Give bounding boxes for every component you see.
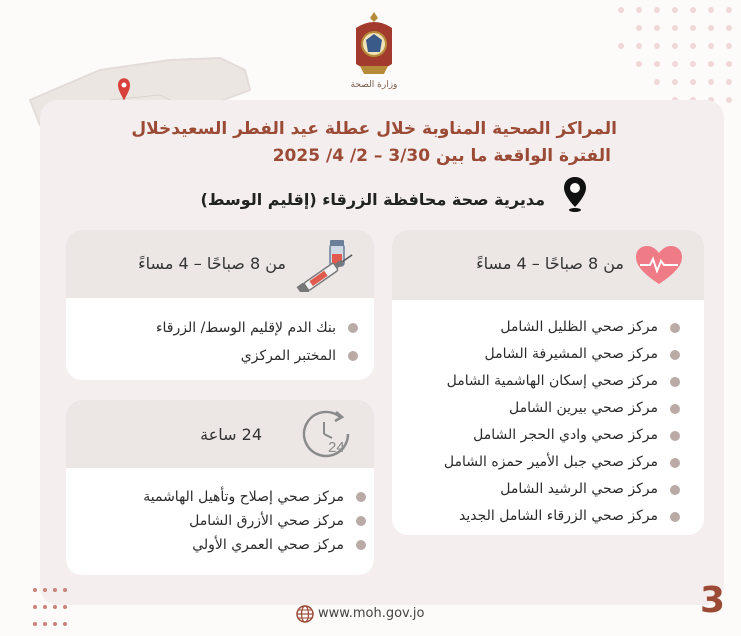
hours-label: من 8 صباحًا – 4 مساءً bbox=[476, 254, 624, 273]
center-list bbox=[76, 485, 366, 557]
ministry-emblem bbox=[346, 8, 402, 98]
syringe-vial-icon bbox=[294, 236, 360, 292]
title-line-1: المراكز الصحية المناوبة خلال عطلة عيد الفطر السعيدخلال bbox=[131, 119, 617, 139]
page-title bbox=[57, 116, 617, 170]
panel-24h-centers bbox=[66, 400, 374, 575]
list-item: مركز صحي الأزرق الشامل bbox=[76, 509, 366, 533]
title-line-2: الفترة الواقعة ما بين 3/30 – 2/ 4/ 2025 bbox=[272, 146, 611, 166]
location-pin-icon bbox=[562, 175, 588, 213]
directorate-label: مديرية صحة محافظة الزرقاء (إقليم الوسط) bbox=[200, 190, 545, 209]
list-item: مركز صحي جبل الأمير حمزه الشامل bbox=[410, 449, 680, 476]
globe-icon bbox=[296, 605, 314, 623]
heart-pulse-icon bbox=[634, 244, 684, 286]
list-item: مركز صحي العمري الأولي bbox=[76, 533, 366, 557]
coat-of-arms-icon bbox=[346, 8, 402, 80]
list-item: مركز صحي الزرقاء الشامل الجديد bbox=[410, 503, 680, 530]
list-item: بنك الدم لإقليم الوسط/ الزرقاء bbox=[88, 314, 358, 342]
clock-label: 24 bbox=[328, 439, 345, 456]
list-item: مركز صحي المشيرفة الشامل bbox=[410, 341, 680, 368]
emblem-caption: وزارة الصحة bbox=[350, 80, 398, 90]
center-list bbox=[410, 314, 680, 530]
list-item: المختبر المركزي bbox=[88, 342, 358, 370]
list-item: مركز صحي الرشيد الشامل bbox=[410, 476, 680, 503]
decorative-dots-bottom-left bbox=[30, 585, 80, 635]
panel-day-centers bbox=[392, 230, 704, 535]
list-item: مركز صحي إصلاح وتأهيل الهاشمية bbox=[76, 485, 366, 509]
clock-24-icon bbox=[300, 408, 354, 460]
page-number: 3 bbox=[700, 580, 726, 621]
list-item: مركز صحي بيرين الشامل bbox=[410, 395, 680, 422]
list-item: مركز صحي إسكان الهاشمية الشامل bbox=[410, 368, 680, 395]
list-item: مركز صحي وادي الحجر الشامل bbox=[410, 422, 680, 449]
center-list bbox=[88, 314, 358, 370]
panel-blood-bank bbox=[66, 230, 374, 380]
list-item: مركز صحي الظليل الشامل bbox=[410, 314, 680, 341]
website-link[interactable]: www.moh.gov.jo bbox=[318, 606, 425, 621]
hours-label: من 8 صباحًا – 4 مساءً bbox=[138, 254, 286, 273]
hours-label: 24 ساعة bbox=[200, 425, 262, 444]
